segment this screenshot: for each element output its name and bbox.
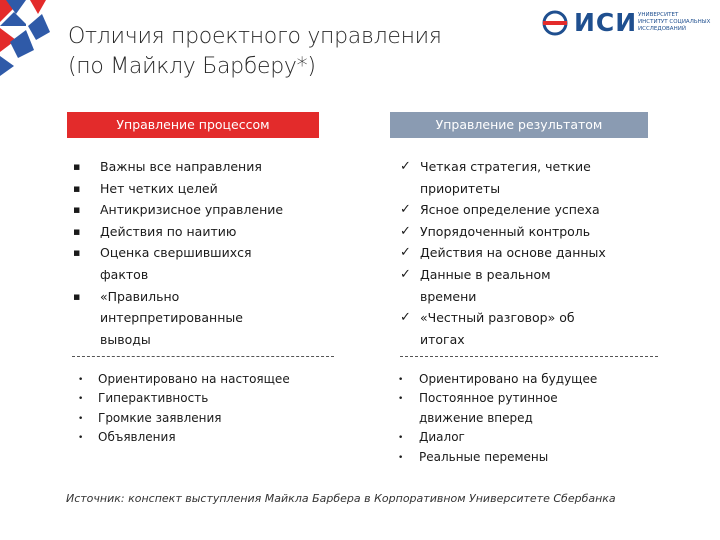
list-item: [73, 178, 333, 200]
list-item-text: [73, 221, 333, 243]
list-item: [400, 156, 660, 199]
list-item-text: [400, 199, 660, 221]
logo-subtitle: УНИВЕРСИТЕТ ИНСТИТУТ СОЦИАЛЬНЫХ ИССЛЕДОВАНИЙ: [638, 12, 711, 32]
checkmark-icon: ✓: [400, 223, 411, 239]
square-bullet-icon: ▪: [73, 181, 81, 195]
bullet-icon: •: [78, 394, 84, 405]
left-sub-list: [78, 370, 328, 448]
list-item: [73, 156, 333, 178]
bullet-icon: •: [398, 452, 404, 463]
checkmark-icon: ✓: [400, 245, 411, 261]
list-item-text: [400, 264, 660, 307]
bullet-icon: •: [398, 375, 404, 385]
title-line-1: Отличия проектного управления: [68, 24, 442, 49]
list-item-line: Гиперактивность: [98, 391, 209, 406]
list-item-text: [73, 286, 333, 351]
list-item-line: приоритеты: [420, 180, 501, 196]
right-sub-list: [398, 370, 648, 467]
title-line-2: (по Майклу Барберу*): [68, 54, 316, 79]
left-column-header: Управление процессом: [67, 112, 319, 138]
list-item-line: интерпретированные: [100, 310, 243, 326]
list-item: [73, 242, 333, 285]
checkmark-icon: ✓: [400, 266, 411, 282]
list-item-text: [73, 178, 333, 200]
list-item-text: [398, 370, 648, 389]
logo-wordmark: ИСИ: [574, 8, 638, 37]
bullet-icon: •: [78, 433, 84, 444]
list-item-line: Диалог: [419, 430, 465, 445]
left-divider: [72, 356, 334, 357]
bullet-icon: •: [398, 433, 404, 444]
list-item: [73, 286, 333, 351]
left-main-list: [73, 156, 333, 350]
list-item-text: [78, 409, 328, 428]
list-item: [78, 409, 328, 428]
square-bullet-icon: ▪: [73, 289, 81, 303]
list-item: [73, 199, 333, 221]
square-bullet-icon: ▪: [73, 224, 81, 238]
list-item: [398, 428, 648, 447]
list-item-line: Действия на основе данных: [420, 245, 606, 261]
list-item: [400, 307, 660, 350]
list-item-text: [398, 428, 648, 447]
list-item: [78, 370, 328, 389]
source-note: Источник: конспект выступления Майкла Барбера в Корпоративном Университете Сбербанка: [66, 492, 616, 505]
list-item-line: времени: [420, 288, 477, 304]
list-item-line: Упорядоченный контроль: [420, 223, 591, 239]
list-item: [78, 428, 328, 447]
list-item-text: [400, 156, 660, 199]
list-item: [400, 199, 660, 221]
list-item: [400, 264, 660, 307]
list-item: [78, 389, 328, 408]
square-bullet-icon: ▪: [73, 160, 81, 173]
list-item-line: Ориентировано на настоящее: [98, 372, 290, 386]
list-item-text: [78, 428, 328, 447]
logo-mark-icon: [540, 10, 570, 36]
list-item-text: [398, 448, 648, 467]
list-item-line: Постоянное рутинное: [419, 391, 558, 406]
list-item-text: [73, 156, 333, 178]
list-item-text: [398, 389, 648, 428]
list-item-line: Громкие заявления: [98, 410, 222, 425]
right-main-list: [400, 156, 660, 350]
list-item: [398, 370, 648, 389]
right-column-header: Управление результатом: [390, 112, 648, 138]
list-item: [398, 389, 648, 428]
list-item: [73, 221, 333, 243]
list-item-line: Действия по наитию: [100, 223, 237, 239]
list-item-line: Данные в реальном: [420, 266, 551, 282]
list-item-line: Оценка свершившихся: [100, 245, 252, 261]
list-item: [400, 221, 660, 243]
page-title: [68, 22, 508, 82]
checkmark-icon: ✓: [400, 310, 411, 326]
list-item: [398, 448, 648, 467]
checkmark-icon: ✓: [400, 202, 411, 218]
list-item-line: «Правильно: [100, 288, 180, 304]
list-item-text: [400, 242, 660, 264]
checkmark-icon: ✓: [400, 159, 411, 174]
list-item-text: [78, 370, 328, 389]
list-item-line: Ориентировано на будущее: [419, 372, 598, 386]
list-item-line: Важны все направления: [100, 159, 262, 174]
list-item-line: Ясное определение успеха: [420, 202, 600, 218]
decorative-triangles: [0, 0, 56, 80]
list-item-text: [73, 199, 333, 221]
list-item-line: «Честный разговор» об: [420, 310, 575, 326]
list-item: [400, 242, 660, 264]
list-item-line: фактов: [100, 266, 149, 282]
square-bullet-icon: ▪: [73, 246, 81, 260]
bullet-icon: •: [78, 413, 84, 424]
right-divider: [400, 356, 658, 357]
list-item-line: выводы: [100, 331, 151, 347]
list-item-line: Нет четких целей: [100, 180, 218, 196]
list-item-line: Антикризисное управление: [100, 202, 284, 218]
list-item-text: [400, 307, 660, 350]
list-item-text: [78, 389, 328, 408]
list-item-line: Четкая стратегия, четкие: [420, 159, 591, 174]
list-item-text: [73, 242, 333, 285]
list-item-line: Реальные перемены: [419, 449, 549, 464]
list-item-line: движение вперед: [419, 410, 533, 425]
square-bullet-icon: ▪: [73, 203, 81, 217]
isi-logo: [540, 8, 710, 38]
list-item-line: Объявления: [98, 430, 176, 445]
bullet-icon: •: [78, 375, 84, 385]
bullet-icon: •: [398, 394, 404, 405]
list-item-line: итогах: [420, 331, 465, 347]
list-item-text: [400, 221, 660, 243]
